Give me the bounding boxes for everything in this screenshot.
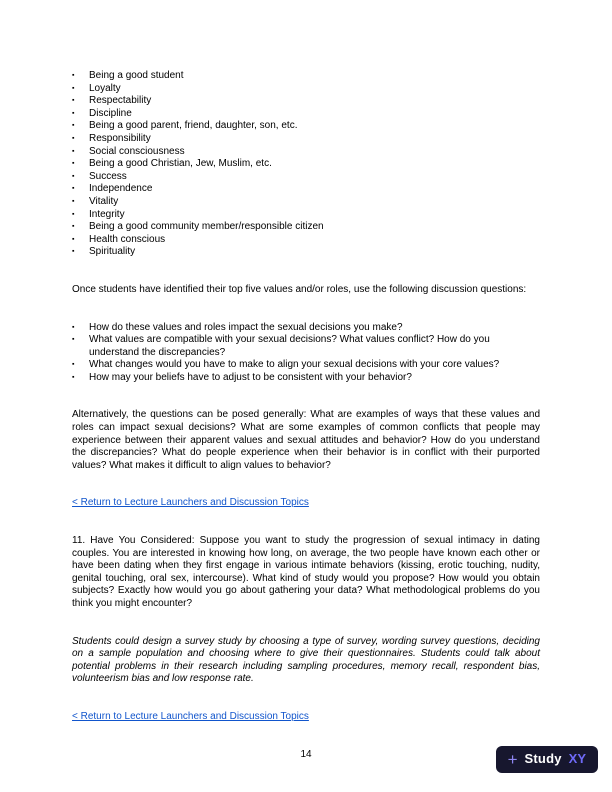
list-item-label: Discipline bbox=[89, 107, 132, 119]
item-11-paragraph: 11. Have You Considered: Suppose you want to study the progression of sexual intimacy in dating couples. You are interested in knowing how long, on average, the two people have known each other or have been dating when they first engage in various intimate behaviors (kissing, erotic touching, nudity, genital touching, oral sex, intercourse). What kind of study would you propose? How would you obtain subjects? Exactly how would you go about gathering your data? What methodological problems do you think you might encounter? bbox=[72, 535, 540, 609]
bullet-icon: ▪ bbox=[72, 84, 75, 92]
list-item bbox=[72, 70, 540, 83]
list-item bbox=[72, 171, 540, 184]
list-item-label: Integrity bbox=[89, 208, 125, 220]
list-item bbox=[72, 234, 540, 247]
question-label: How may your beliefs have to adjust to be consistent with your behavior? bbox=[89, 371, 412, 383]
vertical-spacer bbox=[72, 272, 540, 284]
question-label: How do these values and roles impact the sexual decisions you make? bbox=[89, 321, 403, 333]
studyxy-logo bbox=[496, 746, 598, 773]
list-item bbox=[72, 108, 540, 121]
list-item bbox=[72, 133, 540, 146]
vertical-spacer bbox=[72, 485, 540, 497]
intro-paragraph: Once students have identified their top five values and/or roles, use the following discussion questions: bbox=[72, 283, 527, 295]
list-item-label: Being a good student bbox=[89, 70, 184, 81]
list-item-label: Vitality bbox=[89, 195, 119, 207]
bullet-icon: ▪ bbox=[72, 336, 75, 344]
vertical-spacer bbox=[72, 397, 540, 409]
list-item bbox=[72, 120, 540, 133]
list-item bbox=[72, 334, 540, 359]
logo-text-study: Study bbox=[524, 751, 562, 767]
list-item-label: Being a good Christian, Jew, Muslim, etc. bbox=[89, 158, 272, 170]
list-item-label: Being a good community member/responsible citizen bbox=[89, 221, 324, 233]
discussion-questions-list bbox=[72, 322, 540, 385]
list-item-label: Social consciousness bbox=[89, 145, 185, 157]
vertical-spacer bbox=[72, 699, 540, 711]
bullet-icon: ▪ bbox=[72, 134, 75, 142]
vertical-spacer bbox=[72, 523, 540, 535]
question-label: What changes would you have to make to align your sexual decisions with your core values? bbox=[89, 359, 500, 371]
return-to-lecture-launchers-link[interactable]: < Return to Lecture Launchers and Discussion Topics bbox=[72, 497, 309, 509]
alternatively-paragraph: Alternatively, the questions can be posed generally: What are examples of ways that these values and roles can impact sexual decisions? What are some examples of common conflicts that people may experience between their apparent values and sexual attitudes and behavior? How do you understand the discrepancies? What do people experience when their behavior is in conflict with their purported values? What makes it difficult to align values to behavior? bbox=[72, 409, 540, 471]
list-item-label: Health conscious bbox=[89, 233, 166, 245]
page-number: 14 bbox=[300, 749, 312, 761]
list-item bbox=[72, 322, 540, 335]
bullet-icon: ▪ bbox=[72, 210, 75, 218]
list-item-label: Responsibility bbox=[89, 132, 151, 144]
bullet-icon: ▪ bbox=[72, 248, 75, 256]
logo-text-xy: XY bbox=[568, 751, 586, 767]
list-item-label: Independence bbox=[89, 183, 153, 195]
list-item bbox=[72, 158, 540, 171]
model-answer-paragraph: Students could design a survey study by choosing a type of survey, wording survey questions, deciding on a sample population and choosing where to give their questionnaires. Students could talk about potential problems in their research including sampling procedures, memory recall, respondent bias, volunteerism bias and low response rate. bbox=[72, 635, 540, 685]
plus-icon: + bbox=[507, 750, 518, 769]
vertical-spacer bbox=[72, 310, 540, 322]
list-item-label: Spirituality bbox=[89, 246, 136, 258]
list-item bbox=[72, 372, 540, 385]
values-list bbox=[72, 70, 540, 259]
list-item bbox=[72, 146, 540, 159]
bullet-icon: ▪ bbox=[72, 361, 75, 369]
list-item bbox=[72, 209, 540, 222]
list-item-label: Being a good parent, friend, daughter, son, etc. bbox=[89, 120, 298, 132]
list-item bbox=[72, 359, 540, 372]
bullet-icon: ▪ bbox=[72, 185, 75, 193]
list-item-label: Loyalty bbox=[89, 82, 121, 94]
bullet-icon: ▪ bbox=[72, 172, 75, 180]
bullet-icon: ▪ bbox=[72, 109, 75, 117]
bullet-icon: ▪ bbox=[72, 72, 75, 79]
vertical-spacer bbox=[72, 624, 540, 636]
list-item bbox=[72, 246, 540, 259]
return-to-lecture-launchers-link[interactable]: < Return to Lecture Launchers and Discussion Topics bbox=[72, 710, 309, 722]
list-item bbox=[72, 95, 540, 108]
bullet-icon: ▪ bbox=[72, 97, 75, 105]
bullet-icon: ▪ bbox=[72, 197, 75, 205]
list-item bbox=[72, 183, 540, 196]
bullet-icon: ▪ bbox=[72, 373, 75, 381]
bullet-icon: ▪ bbox=[72, 147, 75, 155]
list-item bbox=[72, 221, 540, 234]
list-item-label: Respectability bbox=[89, 95, 152, 107]
page-content bbox=[72, 70, 540, 737]
list-item-label: Success bbox=[89, 170, 127, 182]
bullet-icon: ▪ bbox=[72, 235, 75, 243]
bullet-icon: ▪ bbox=[72, 160, 75, 168]
bullet-icon: ▪ bbox=[72, 122, 75, 130]
bullet-icon: ▪ bbox=[72, 223, 75, 231]
list-item bbox=[72, 83, 540, 96]
list-item bbox=[72, 196, 540, 209]
question-label: What values are compatible with your sexual decisions? What values conflict? How do you understand the discrepancies? bbox=[89, 334, 490, 358]
bullet-icon: ▪ bbox=[72, 323, 75, 331]
